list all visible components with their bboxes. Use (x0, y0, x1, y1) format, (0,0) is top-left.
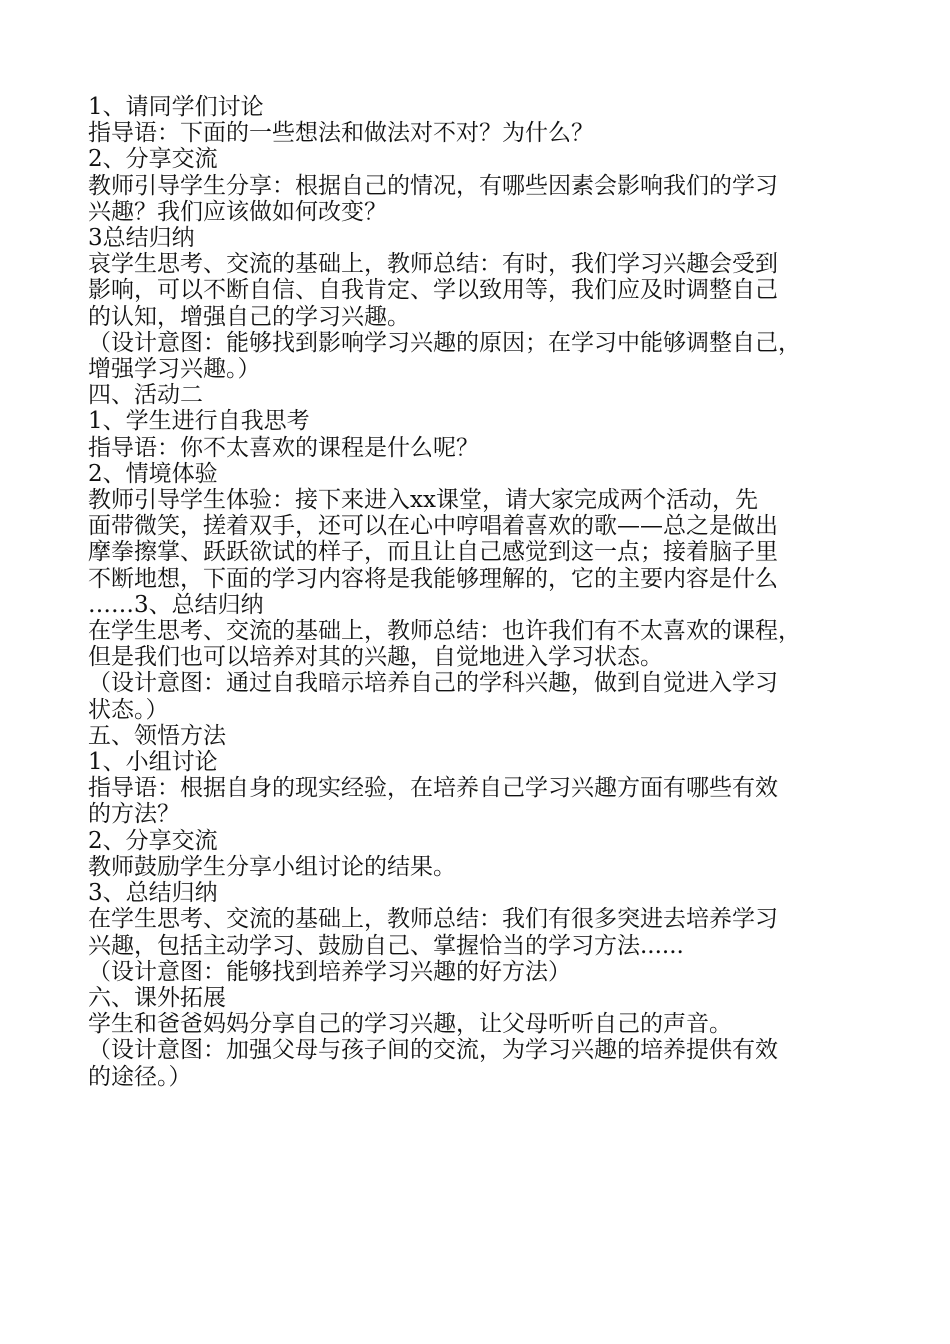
text-line: 在学生思考、交流的基础上，教师总结：也许我们有不太喜欢的课程， (88, 618, 801, 645)
text-line: 1、学生进行自我思考 (88, 408, 310, 435)
text-line: 教师引导学生体验：接下来进入xx课堂，请大家完成两个活动，先 (88, 487, 758, 514)
text-line: 但是我们也可以培养对其的兴趣，自觉地进入学习状态。 (88, 644, 663, 671)
text-line: 五、领悟方法 (88, 722, 226, 749)
text-line: 在学生思考、交流的基础上，教师总结：我们有很多突进去培养学习 (88, 906, 778, 933)
text-line: 四、活动二 (88, 382, 203, 409)
text-line: 指导语：根据自身的现实经验，在培养自己学习兴趣方面有哪些有效 (88, 775, 778, 802)
document-body (88, 94, 878, 1090)
text-line: 面带微笑，搓着双手，还可以在心中哼唱着喜欢的歌——总之是做出 (88, 513, 778, 540)
text-line: 的途径。） (88, 1063, 192, 1090)
text-line: 教师引导学生分享：根据自己的情况，有哪些因素会影响我们的学习 (88, 172, 778, 199)
text-line: 摩拳擦掌、跃跃欲试的样子，而且让自己感觉到这一点；接着脑子里 (88, 539, 778, 566)
text-line: （设计意图：加强父母与孩子间的交流，为学习兴趣的培养提供有效 (88, 1037, 778, 1064)
text-line: 指导语：你不太喜欢的课程是什么呢？ (88, 434, 479, 461)
text-line: 兴趣？我们应该做如何改变？ (88, 198, 387, 225)
text-line: 学生和爸爸妈妈分享自己的学习兴趣，让父母听听自己的声音。 (88, 1011, 732, 1038)
text-line: 2、分享交流 (88, 146, 218, 173)
text-line: 六、课外拓展 (88, 984, 226, 1011)
text-line: 3总结归纳 (88, 225, 195, 252)
text-line: 兴趣，包括主动学习、鼓励自己、掌握恰当的学习方法...... (88, 932, 684, 959)
text-line: （设计意图：能够找到培养学习兴趣的好方法） (88, 958, 571, 985)
text-line: 不断地想，下面的学习内容将是我能够理解的，它的主要内容是什么 (88, 565, 778, 592)
text-line: 3、总结归纳 (88, 880, 218, 907)
text-line: 影响，可以不断自信、自我肯定、学以致用等，我们应及时调整自己 (88, 277, 778, 304)
text-line: 增强学习兴趣。） (88, 356, 261, 383)
text-line: 2、分享交流 (88, 827, 218, 854)
text-line: 的认知，增强自己的学习兴趣。 (88, 303, 410, 330)
text-line: 状态。） (88, 696, 169, 723)
text-line: 2、情境体验 (88, 460, 218, 487)
text-line: ……3、总结归纳 (88, 591, 264, 618)
text-line: 1、请同学们讨论 (88, 94, 264, 120)
text-line: 教师鼓励学生分享小组讨论的结果。 (88, 853, 456, 880)
text-line: 指导语：下面的一些想法和做法对不对？为什么？ (88, 120, 594, 147)
text-line: 1、小组讨论 (88, 749, 218, 776)
text-line: 的方法？ (88, 801, 180, 828)
text-line: （设计意图：通过自我暗示培养自己的学科兴趣，做到自觉进入学习 (88, 670, 778, 697)
text-line: （设计意图：能够找到影响学习兴趣的原因；在学习中能够调整自己， (88, 329, 801, 356)
text-line: 哀学生思考、交流的基础上，教师总结：有时，我们学习兴趣会受到 (88, 251, 778, 278)
